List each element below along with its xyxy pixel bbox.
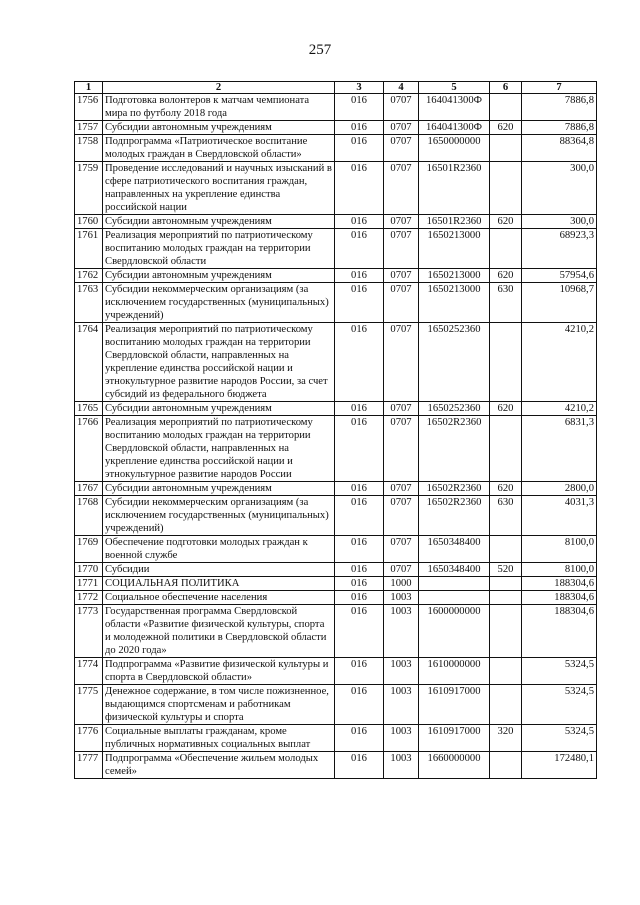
row-amount: 88364,8 (522, 135, 597, 162)
row-number: 1768 (75, 496, 103, 536)
row-amount: 7886,8 (522, 121, 597, 135)
row-subsection-code: 0707 (384, 162, 419, 215)
row-target-article: 1650000000 (419, 135, 490, 162)
row-subsection-code: 0707 (384, 496, 419, 536)
row-name: Реализация мероприятий по патриотическому воспитанию молодых граждан на территории Свердловской области (103, 229, 335, 269)
row-section-code: 016 (335, 725, 384, 752)
row-amount: 8100,0 (522, 536, 597, 563)
row-section-code: 016 (335, 402, 384, 416)
row-number: 1776 (75, 725, 103, 752)
row-section-code: 016 (335, 536, 384, 563)
row-expense-type (490, 162, 522, 215)
row-subsection-code: 0707 (384, 283, 419, 323)
row-target-article: 1650348400 (419, 563, 490, 577)
row-subsection-code: 0707 (384, 94, 419, 121)
row-target-article: 164041300Ф (419, 121, 490, 135)
row-section-code: 016 (335, 283, 384, 323)
row-name: Подготовка волонтеров к матчам чемпионата мира по футболу 2018 года (103, 94, 335, 121)
row-subsection-code: 1003 (384, 605, 419, 658)
row-number: 1761 (75, 229, 103, 269)
row-number: 1765 (75, 402, 103, 416)
row-section-code: 016 (335, 416, 384, 482)
table-row (75, 536, 597, 563)
row-number: 1767 (75, 482, 103, 496)
row-number: 1772 (75, 591, 103, 605)
row-subsection-code: 0707 (384, 215, 419, 229)
row-name: Субсидии автономным учреждениям (103, 402, 335, 416)
row-amount: 5324,5 (522, 685, 597, 725)
table-row (75, 121, 597, 135)
row-number: 1763 (75, 283, 103, 323)
row-name: Подпрограмма «Патриотическое воспитание молодых граждан в Свердловской области» (103, 135, 335, 162)
row-target-article: 1650252360 (419, 323, 490, 402)
row-name: Социальное обеспечение населения (103, 591, 335, 605)
row-target-article: 164041300Ф (419, 94, 490, 121)
row-target-article: 1660000000 (419, 752, 490, 779)
column-header: 6 (490, 82, 522, 94)
row-name: Денежное содержание, в том числе пожизненное, выдающимся спортсменам и работникам физической культуры и спорта (103, 685, 335, 725)
table-header-row (75, 82, 597, 94)
row-section-code: 016 (335, 323, 384, 402)
table-row (75, 94, 597, 121)
row-number: 1773 (75, 605, 103, 658)
row-target-article (419, 577, 490, 591)
table-row (75, 577, 597, 591)
row-subsection-code: 0707 (384, 229, 419, 269)
row-target-article: 1650348400 (419, 536, 490, 563)
row-expense-type (490, 591, 522, 605)
row-name: Субсидии некоммерческим организациям (за исключением государственных (муниципальных) учреждений) (103, 283, 335, 323)
row-subsection-code: 0707 (384, 536, 419, 563)
row-target-article: 1610917000 (419, 725, 490, 752)
row-number: 1769 (75, 536, 103, 563)
row-target-article: 16502R2360 (419, 482, 490, 496)
row-expense-type: 620 (490, 482, 522, 496)
row-expense-type (490, 605, 522, 658)
row-number: 1774 (75, 658, 103, 685)
row-expense-type: 620 (490, 402, 522, 416)
row-section-code: 016 (335, 215, 384, 229)
table-row (75, 269, 597, 283)
row-amount: 300,0 (522, 162, 597, 215)
table-row (75, 482, 597, 496)
row-number: 1770 (75, 563, 103, 577)
table-row (75, 416, 597, 482)
row-name: Подпрограмма «Обеспечение жильем молодых семей» (103, 752, 335, 779)
table-row (75, 563, 597, 577)
column-header: 7 (522, 82, 597, 94)
row-number: 1758 (75, 135, 103, 162)
row-amount: 172480,1 (522, 752, 597, 779)
row-expense-type (490, 752, 522, 779)
row-name: Проведение исследований и научных изысканий в сфере патриотического воспитания граждан, направленных на укрепление единства российской нации (103, 162, 335, 215)
table-row (75, 752, 597, 779)
row-name: СОЦИАЛЬНАЯ ПОЛИТИКА (103, 577, 335, 591)
row-section-code: 016 (335, 482, 384, 496)
row-amount: 188304,6 (522, 605, 597, 658)
table-row (75, 496, 597, 536)
row-target-article: 1600000000 (419, 605, 490, 658)
row-target-article: 1650213000 (419, 283, 490, 323)
row-expense-type (490, 229, 522, 269)
table-row (75, 591, 597, 605)
row-subsection-code: 0707 (384, 482, 419, 496)
row-subsection-code: 1003 (384, 685, 419, 725)
row-subsection-code: 1000 (384, 577, 419, 591)
row-amount: 188304,6 (522, 591, 597, 605)
table-row (75, 162, 597, 215)
row-number: 1764 (75, 323, 103, 402)
row-expense-type: 620 (490, 269, 522, 283)
row-expense-type (490, 658, 522, 685)
row-section-code: 016 (335, 577, 384, 591)
row-target-article: 1610000000 (419, 658, 490, 685)
row-section-code: 016 (335, 605, 384, 658)
row-amount: 4210,2 (522, 402, 597, 416)
row-subsection-code: 0707 (384, 121, 419, 135)
row-expense-type (490, 685, 522, 725)
row-number: 1775 (75, 685, 103, 725)
row-name: Субсидии (103, 563, 335, 577)
row-expense-type: 630 (490, 496, 522, 536)
row-amount: 5324,5 (522, 658, 597, 685)
row-expense-type: 620 (490, 121, 522, 135)
row-expense-type (490, 323, 522, 402)
row-subsection-code: 1003 (384, 752, 419, 779)
row-section-code: 016 (335, 563, 384, 577)
row-subsection-code: 1003 (384, 725, 419, 752)
row-section-code: 016 (335, 591, 384, 605)
row-target-article: 1610917000 (419, 685, 490, 725)
row-target-article: 1650213000 (419, 269, 490, 283)
row-subsection-code: 0707 (384, 563, 419, 577)
row-number: 1777 (75, 752, 103, 779)
row-section-code: 016 (335, 269, 384, 283)
row-subsection-code: 0707 (384, 269, 419, 283)
row-name: Государственная программа Свердловской области «Развитие физической культуры, спорта и молодежной политики в Свердловской области до 2020 года» (103, 605, 335, 658)
row-section-code: 016 (335, 229, 384, 269)
column-header: 2 (103, 82, 335, 94)
row-target-article: 16502R2360 (419, 416, 490, 482)
row-amount: 300,0 (522, 215, 597, 229)
table-row (75, 605, 597, 658)
row-name: Социальные выплаты гражданам, кроме публичных нормативных социальных выплат (103, 725, 335, 752)
column-header: 3 (335, 82, 384, 94)
row-number: 1760 (75, 215, 103, 229)
row-subsection-code: 1003 (384, 591, 419, 605)
row-subsection-code: 0707 (384, 323, 419, 402)
row-number: 1771 (75, 577, 103, 591)
row-section-code: 016 (335, 752, 384, 779)
row-name: Субсидии автономным учреждениям (103, 482, 335, 496)
row-expense-type: 520 (490, 563, 522, 577)
table-row (75, 135, 597, 162)
table-row (75, 283, 597, 323)
row-amount: 7886,8 (522, 94, 597, 121)
row-amount: 2800,0 (522, 482, 597, 496)
column-header: 1 (75, 82, 103, 94)
row-section-code: 016 (335, 135, 384, 162)
row-section-code: 016 (335, 658, 384, 685)
row-amount: 68923,3 (522, 229, 597, 269)
row-section-code: 016 (335, 496, 384, 536)
row-number: 1757 (75, 121, 103, 135)
row-name: Подпрограмма «Развитие физической культуры и спорта в Свердловской области» (103, 658, 335, 685)
table-row (75, 725, 597, 752)
row-subsection-code: 0707 (384, 135, 419, 162)
column-header: 4 (384, 82, 419, 94)
row-number: 1762 (75, 269, 103, 283)
table-row (75, 215, 597, 229)
row-amount: 57954,6 (522, 269, 597, 283)
row-number: 1766 (75, 416, 103, 482)
row-name: Субсидии автономным учреждениям (103, 215, 335, 229)
table-body (75, 94, 597, 779)
row-amount: 5324,5 (522, 725, 597, 752)
row-expense-type (490, 536, 522, 563)
row-expense-type: 620 (490, 215, 522, 229)
row-section-code: 016 (335, 685, 384, 725)
row-target-article: 16502R2360 (419, 496, 490, 536)
row-target-article: 1650213000 (419, 229, 490, 269)
table-row (75, 323, 597, 402)
row-expense-type (490, 416, 522, 482)
row-expense-type (490, 94, 522, 121)
row-name: Субсидии автономным учреждениям (103, 269, 335, 283)
row-amount: 4210,2 (522, 323, 597, 402)
table-row (75, 685, 597, 725)
row-subsection-code: 0707 (384, 402, 419, 416)
row-expense-type (490, 135, 522, 162)
table-row (75, 229, 597, 269)
row-name: Субсидии автономным учреждениям (103, 121, 335, 135)
row-target-article (419, 591, 490, 605)
row-name: Обеспечение подготовки молодых граждан к военной службе (103, 536, 335, 563)
column-header: 5 (419, 82, 490, 94)
row-number: 1759 (75, 162, 103, 215)
row-amount: 6831,3 (522, 416, 597, 482)
row-subsection-code: 0707 (384, 416, 419, 482)
row-section-code: 016 (335, 121, 384, 135)
row-expense-type: 320 (490, 725, 522, 752)
row-name: Реализация мероприятий по патриотическому воспитанию молодых граждан на территории Свердловской области, направленных на укрепление единства российской нации и этнокультурное развитие народов России (103, 416, 335, 482)
budget-table (74, 81, 597, 779)
row-target-article: 16501R2360 (419, 215, 490, 229)
row-section-code: 016 (335, 94, 384, 121)
row-number: 1756 (75, 94, 103, 121)
page-number: 257 (308, 42, 332, 58)
table-row (75, 402, 597, 416)
row-name: Субсидии некоммерческим организациям (за исключением государственных (муниципальных) учреждений) (103, 496, 335, 536)
row-amount: 8100,0 (522, 563, 597, 577)
row-target-article: 16501R2360 (419, 162, 490, 215)
row-target-article: 1650252360 (419, 402, 490, 416)
row-amount: 4031,3 (522, 496, 597, 536)
row-section-code: 016 (335, 162, 384, 215)
row-name: Реализация мероприятий по патриотическому воспитанию молодых граждан на территории Свердловской области, направленных на укрепление единства российской нации и этнокультурное развитие народов России, за счет субсидий из федерального бюджета (103, 323, 335, 402)
row-amount: 10968,7 (522, 283, 597, 323)
table-row (75, 658, 597, 685)
row-expense-type (490, 577, 522, 591)
row-expense-type: 630 (490, 283, 522, 323)
row-amount: 188304,6 (522, 577, 597, 591)
row-subsection-code: 1003 (384, 658, 419, 685)
